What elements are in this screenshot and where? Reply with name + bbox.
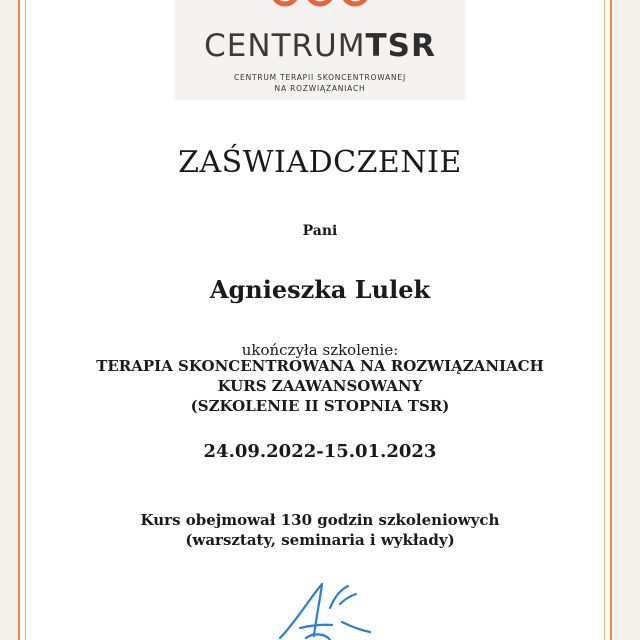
course-title: TERAPIA SKONCENTROWANA NA ROZWIĄZANIACH KURS ZAAWANSOWANY (SZKOLENIE II STOPNIA TSR) — [96, 357, 544, 415]
salutation: Pani — [302, 223, 338, 239]
logo-tagline: CENTRUM TERAPII SKONCENTROWANEJ NA ROZWIĄZANIACH — [234, 73, 406, 93]
three-linked-circles-icon — [265, 0, 375, 14]
certificate-title: ZAŚWIADCZENIE — [178, 145, 462, 180]
completed-label: ukończyła szkolenie: — [241, 341, 399, 359]
course-hours: Kurs obejmował 130 godzin szkoleniowych (warsztaty, seminaria i wykłady) — [140, 511, 500, 549]
logo-block — [175, 0, 465, 100]
recipient-name: Agnieszka Lulek — [209, 275, 431, 304]
course-dates: 24.09.2022-15.01.2023 — [203, 441, 437, 462]
logo-wordmark: CENTRUMTSR — [204, 28, 436, 64]
handwritten-signature-icon — [270, 578, 380, 640]
